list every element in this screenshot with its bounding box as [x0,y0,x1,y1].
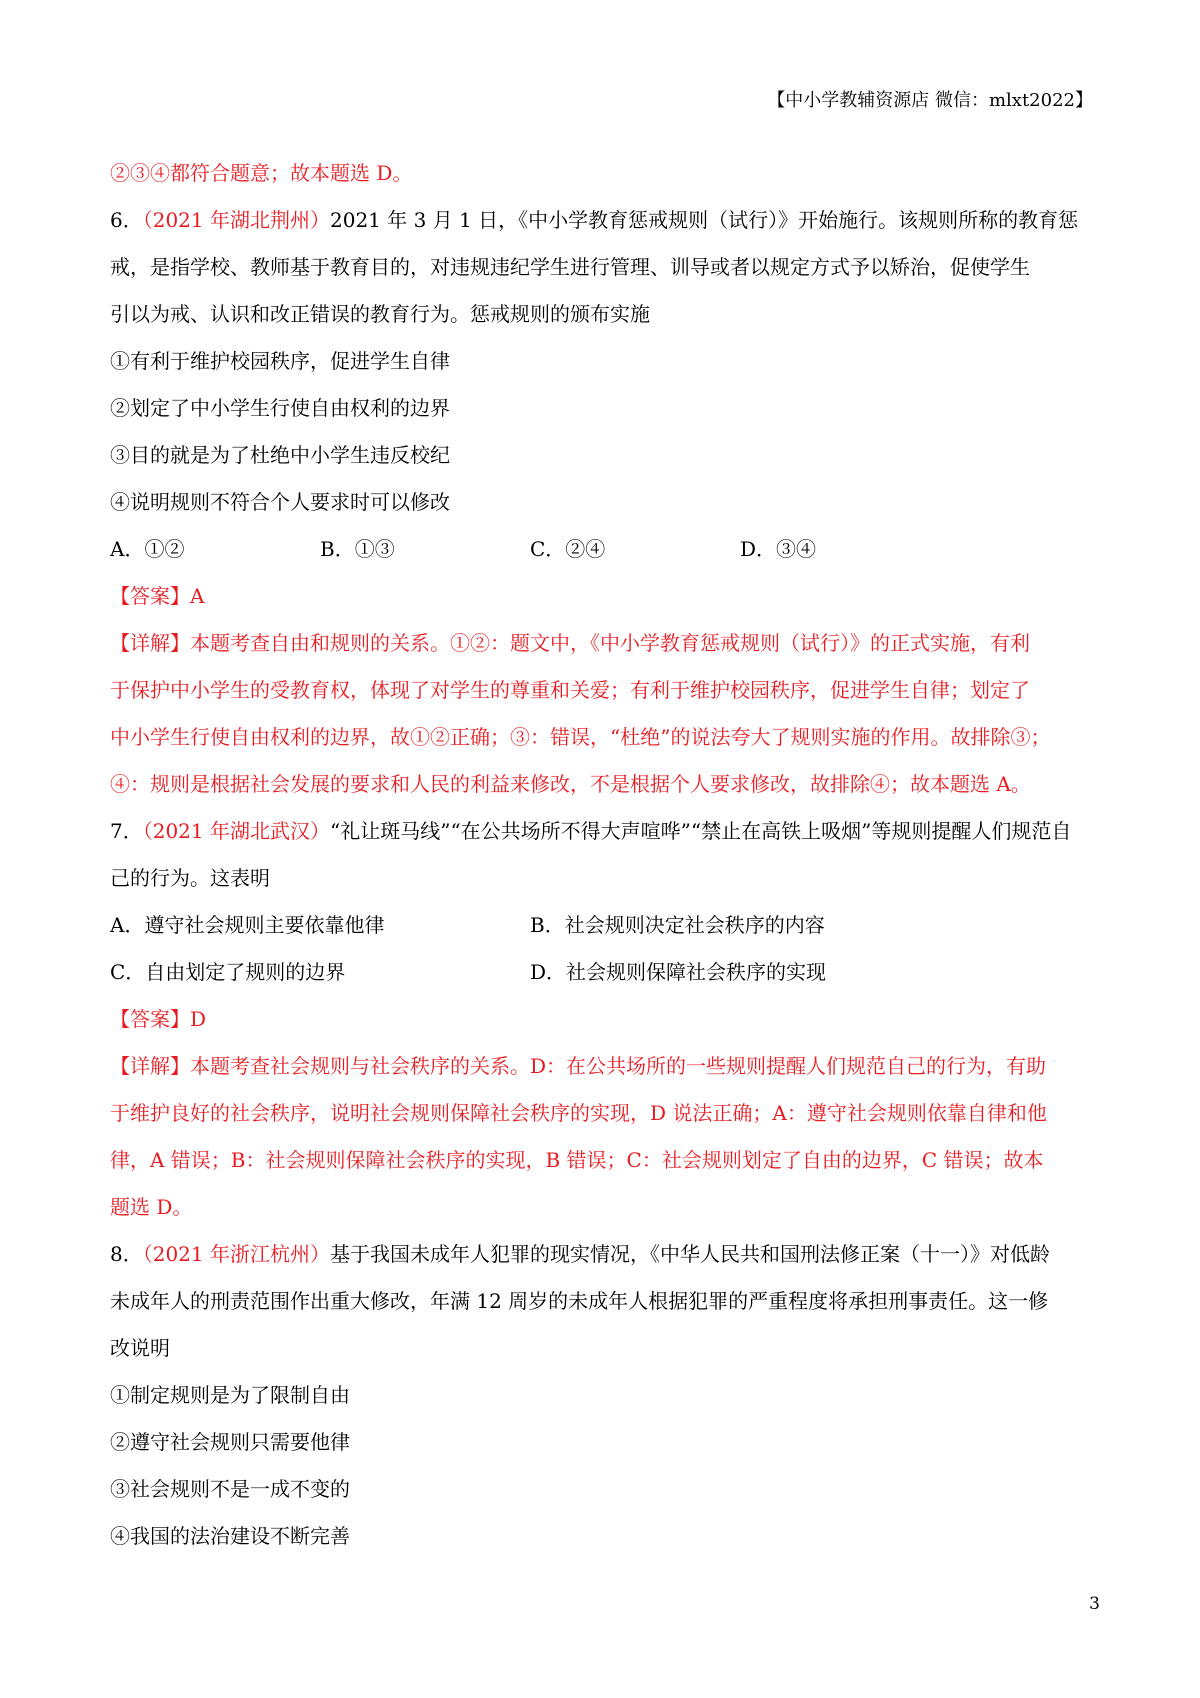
question-number: 7． [110,819,143,843]
explanation-line: ④：规则是根据社会发展的要求和人民的利益来修改，不是根据个人要求修改，故排除④；故本题选 A。 [110,772,1031,796]
question-6 [110,197,1100,808]
explanation-line: 于保护中小学生的受教育权，体现了对学生的尊重和关爱；有利于维护校园秩序，促进学生自律；划定了 [110,678,1030,702]
statement-item: ④说明规则不符合个人要求时可以修改 [110,490,450,514]
statement-item: ②遵守社会规则只需要他律 [110,1430,350,1454]
option-a: A．①② [110,537,185,561]
question-7 [110,808,1100,1231]
question-8 [110,1231,1100,1560]
answer-options [110,902,1100,949]
statement-item: ①有利于维护校园秩序，促进学生自律 [110,349,450,373]
question-source: （2021 年湖北荆州） [142,208,330,232]
explanation-line: 题选 D。 [110,1195,193,1219]
question-number: 8． [110,1242,143,1266]
question-stem-text: 2021 年 3 月 1 日，《中小学教育惩戒规则（试行）》开始施行。该规则所称的教育惩 [330,208,1079,232]
statement-item: ③目的就是为了杜绝中小学生违反校纪 [110,443,450,467]
question-stem-line: 未成年人的刑责范围作出重大修改，年满 12 周岁的未成年人根据犯罪的严重程度将承担刑事责任。这一修 [110,1289,1049,1313]
document-body [110,150,1100,1560]
answer-options [110,526,1100,573]
question-stem-text: 基于我国未成年人犯罪的现实情况，《中华人民共和国刑法修正案（十一）》对低龄 [330,1242,1050,1266]
statement-item: ①制定规则是为了限制自由 [110,1383,350,1407]
answer-options [110,949,1100,996]
question-stem-line [110,197,1100,244]
option-d: D．③④ [740,537,817,561]
page-header: 【中小学教辅资源店 微信：mlxt2022】 [767,90,1093,111]
question-stem-line: 戒，是指学校、教师基于教育目的，对违规违纪学生进行管理、训导或者以规定方式予以矫治，促使学生 [110,255,1030,279]
question-source: （2021 年浙江杭州） [142,1242,330,1266]
answer-key: 【答案】D [110,1007,207,1031]
question-source: （2021 年湖北武汉） [142,819,330,843]
question-stem-line: 己的行为。这表明 [110,866,270,890]
statement-item: ④我国的法治建设不断完善 [110,1524,350,1548]
option-b: B．①③ [320,537,395,561]
previous-answer-tail: ②③④都符合题意；故本题选 D。 [110,161,413,185]
explanation-line: 【详解】本题考查社会规则与社会秩序的关系。D：在公共场所的一些规则提醒人们规范自己的行为，有助 [110,1054,1047,1078]
option-c: C．自由划定了规则的边界 [110,960,346,984]
option-d: D．社会规则保障社会秩序的实现 [530,960,827,984]
statement-item: ②划定了中小学生行使自由权利的边界 [110,396,450,420]
question-stem-line [110,1231,1100,1278]
option-c: C．②④ [530,537,606,561]
question-number: 6． [110,208,143,232]
explanation-line: 【详解】本题考查自由和规则的关系。①②：题文中，《中小学教育惩戒规则（试行）》的正式实施，有利 [110,631,1030,655]
statement-item: ③社会规则不是一成不变的 [110,1477,350,1501]
answer-key: 【答案】A [110,584,205,608]
option-a: A．遵守社会规则主要依靠他律 [110,913,385,937]
explanation-line: 于维护良好的社会秩序，说明社会规则保障社会秩序的实现，D 说法正确；A：遵守社会规则依靠自律和他 [110,1101,1047,1125]
question-stem-line: 改说明 [110,1336,170,1360]
question-stem-text: “礼让斑马线”“在公共场所不得大声喧哗”“禁止在高铁上吸烟”等规则提醒人们规范自 [330,819,1072,843]
question-stem-line [110,808,1100,855]
explanation-line: 中小学生行使自由权利的边界，故①②正确；③：错误，“杜绝”的说法夸大了规则实施的作用。故排除③； [110,725,1051,749]
page-number: 3 [1089,1594,1100,1614]
question-stem-line: 引以为戒、认识和改正错误的教育行为。惩戒规则的颁布实施 [110,302,650,326]
option-b: B．社会规则决定社会秩序的内容 [530,913,825,937]
explanation-line: 律，A 错误；B：社会规则保障社会秩序的实现，B 错误；C：社会规则划定了自由的边界，C 错误；故本 [110,1148,1044,1172]
